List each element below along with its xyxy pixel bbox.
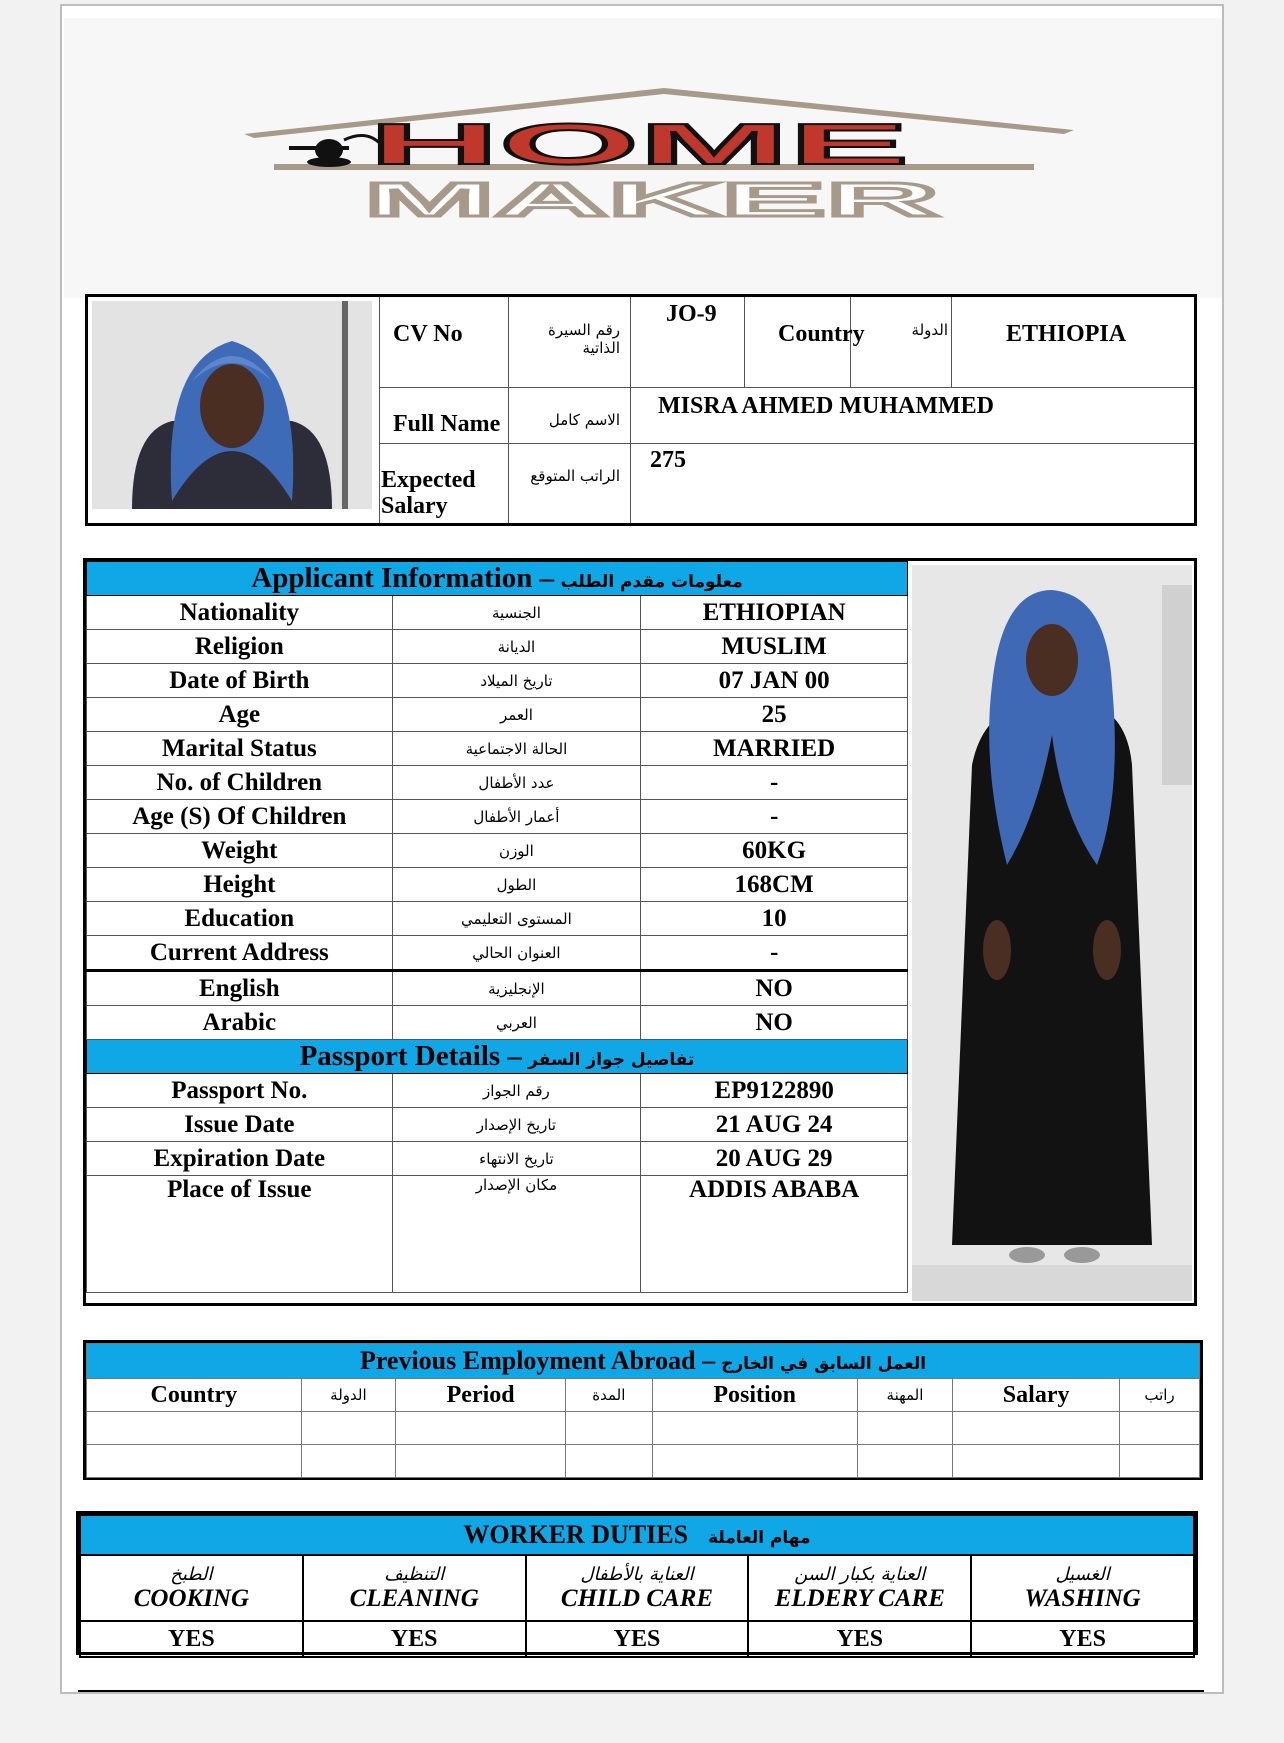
table-cell: YES: [971, 1621, 1194, 1657]
table-cell: English: [87, 971, 393, 1006]
logo-line1: HOME: [369, 112, 909, 177]
table-cell: [87, 1412, 302, 1445]
table-cell: [953, 1445, 1120, 1478]
table-cell: -: [641, 766, 908, 800]
table-cell: Date of Birth: [87, 664, 393, 698]
table-cell: [971, 1555, 1194, 1621]
duties-title: WORKER DUTIES: [463, 1520, 689, 1549]
table-row: [87, 1006, 908, 1040]
table-cell: عدد الأطفال: [392, 766, 641, 800]
table-cell: المدة: [566, 1379, 653, 1412]
table-cell: رقم الجواز: [392, 1074, 641, 1108]
table-cell: Passport No.: [87, 1074, 393, 1108]
table-cell: [652, 1445, 857, 1478]
table-cell: [857, 1412, 953, 1445]
table-cell: [87, 1445, 302, 1478]
table-cell: NO: [641, 1006, 908, 1040]
table-cell: [1120, 1445, 1200, 1478]
table-row: [87, 902, 908, 936]
table-row: [87, 1176, 908, 1293]
table-cell: الدولة: [301, 1379, 395, 1412]
table-cell: 20 AUG 29: [641, 1142, 908, 1176]
text-value: CHILD CARE: [560, 1584, 714, 1612]
table-cell: مكان الإصدار: [392, 1176, 641, 1293]
passport-title: Passport Details –: [299, 1040, 522, 1072]
table-cell: Weight: [87, 834, 393, 868]
table-row: [87, 630, 908, 664]
table-cell: الديانة: [392, 630, 641, 664]
table-cell: [396, 1445, 566, 1478]
table-cell: MUSLIM: [641, 630, 908, 664]
table-cell: Marital Status: [87, 732, 393, 766]
applicant-title: Applicant Information –: [251, 562, 555, 594]
table-cell: [652, 1412, 857, 1445]
table-row: [87, 1445, 1200, 1478]
table-cell: Age: [87, 698, 393, 732]
table-cell: الإنجليزية: [392, 971, 641, 1006]
table-cell: [301, 1445, 395, 1478]
table-cell: [953, 1412, 1120, 1445]
salary-value: 275: [650, 447, 686, 473]
employment-title: Previous Employment Abroad –: [359, 1346, 716, 1375]
employment-section: [83, 1340, 1203, 1480]
table-row: [87, 1412, 1200, 1445]
employment-title-ar: العمل السابق في الخارج: [721, 1354, 927, 1374]
country-label: Country: [778, 321, 865, 347]
cv-no-label-ar: رقم السيرة الذاتية: [548, 321, 620, 357]
table-row: [87, 971, 908, 1006]
applicant-table: [86, 561, 908, 1293]
text-value: ELDERY CARE: [774, 1584, 945, 1612]
table-cell: MARRIED: [641, 732, 908, 766]
table-cell: العنوان الحالي: [392, 936, 641, 971]
duties-title-ar: مهام العاملة: [708, 1528, 811, 1548]
salary-label: Expected Salary: [381, 467, 476, 519]
table-row: [87, 834, 908, 868]
table-cell: Position: [652, 1379, 857, 1412]
cv-summary-box: [85, 294, 1197, 526]
bottom-divider: [78, 1690, 1204, 1692]
table-cell: NO: [641, 971, 908, 1006]
table-cell: Country: [87, 1379, 302, 1412]
full-body-photo: [912, 565, 1192, 1301]
applicant-section: [83, 558, 1197, 1306]
passport-header: [87, 1040, 908, 1074]
duties-table: [79, 1514, 1195, 1658]
table-cell: [87, 1344, 1200, 1379]
table-cell: راتب: [1120, 1379, 1200, 1412]
text-value: COOKING: [133, 1584, 250, 1612]
table-cell: الحالة الاجتماعية: [392, 732, 641, 766]
table-cell: [857, 1445, 953, 1478]
table-cell: 25: [641, 698, 908, 732]
table-cell: 21 AUG 24: [641, 1108, 908, 1142]
country-label-ar: الدولة: [911, 321, 948, 339]
employment-column-headers: [87, 1379, 1200, 1412]
duties-header: [80, 1515, 1194, 1555]
full-name-value: MISRA AHMED MUHAMMED: [658, 393, 994, 419]
table-cell: [396, 1412, 566, 1445]
table-cell: [87, 562, 908, 596]
table-cell: EP9122890: [641, 1074, 908, 1108]
table-cell: تاريخ الميلاد: [392, 664, 641, 698]
text-value: العناية بكبار السن: [794, 1563, 926, 1585]
table-cell: أعمار الأطفال: [392, 800, 641, 834]
duties-section: [76, 1511, 1198, 1655]
portrait-photo: [92, 301, 372, 509]
full-name-label: Full Name: [393, 411, 501, 437]
table-row: [87, 868, 908, 902]
home-maker-logo: [194, 88, 1134, 248]
table-cell: تاريخ الإصدار: [392, 1108, 641, 1142]
table-cell: الوزن: [392, 834, 641, 868]
table-row: [87, 664, 908, 698]
logo-line2: MAKER: [364, 174, 939, 227]
passport-title-ar: تفاصيل جواز السفر: [528, 1050, 695, 1070]
text-value: التنظيف: [384, 1563, 445, 1585]
table-cell: Expiration Date: [87, 1142, 393, 1176]
text-value: العناية بالأطفال: [580, 1563, 694, 1585]
duties-labels: [80, 1555, 1194, 1621]
table-cell: 07 JAN 00: [641, 664, 908, 698]
cv-no-value: JO-9: [666, 301, 717, 327]
cv-no-label: CV No: [393, 321, 463, 347]
table-cell: [526, 1555, 749, 1621]
table-cell: Place of Issue: [87, 1176, 393, 1293]
table-cell: ETHIOPIAN: [641, 596, 908, 630]
table-cell: [566, 1445, 653, 1478]
table-cell: Age (S) Of Children: [87, 800, 393, 834]
table-row: [87, 1074, 908, 1108]
text-value: الطبخ: [170, 1563, 213, 1585]
table-cell: YES: [748, 1621, 971, 1657]
table-cell: Arabic: [87, 1006, 393, 1040]
table-cell: Nationality: [87, 596, 393, 630]
employment-header: [87, 1344, 1200, 1379]
table-row: [87, 732, 908, 766]
table-row: [87, 766, 908, 800]
table-cell: Salary: [953, 1379, 1120, 1412]
header: [64, 18, 1222, 298]
employment-table: [86, 1343, 1200, 1478]
table-cell: الطول: [392, 868, 641, 902]
table-row: [87, 596, 908, 630]
table-cell: المهنة: [857, 1379, 953, 1412]
table-cell: 60KG: [641, 834, 908, 868]
table-cell: العمر: [392, 698, 641, 732]
table-cell: [303, 1555, 526, 1621]
text-value: CLEANING: [349, 1584, 479, 1612]
text-value: الغسيل: [1055, 1563, 1110, 1585]
table-cell: [748, 1555, 971, 1621]
table-cell: ADDIS ABABA: [641, 1176, 908, 1293]
table-cell: [301, 1412, 395, 1445]
table-cell: Period: [396, 1379, 566, 1412]
salary-label-ar: الراتب المتوقع: [530, 467, 620, 485]
table-cell: [87, 1040, 908, 1074]
applicant-title-ar: معلومات مقدم الطلب: [560, 572, 743, 592]
table-cell: Religion: [87, 630, 393, 664]
table-cell: الجنسية: [392, 596, 641, 630]
duties-values: [80, 1621, 1194, 1657]
table-cell: [80, 1515, 1194, 1555]
country-value: ETHIOPIA: [1006, 321, 1127, 347]
table-cell: 168CM: [641, 868, 908, 902]
table-cell: العربي: [392, 1006, 641, 1040]
table-row: [87, 1108, 908, 1142]
table-row: [87, 800, 908, 834]
table-cell: Height: [87, 868, 393, 902]
table-cell: YES: [303, 1621, 526, 1657]
table-cell: المستوى التعليمي: [392, 902, 641, 936]
table-cell: Issue Date: [87, 1108, 393, 1142]
table-cell: [80, 1555, 303, 1621]
table-cell: -: [641, 800, 908, 834]
table-cell: [566, 1412, 653, 1445]
table-cell: Current Address: [87, 936, 393, 971]
table-cell: YES: [526, 1621, 749, 1657]
text-value: WASHING: [1024, 1584, 1141, 1612]
full-name-label-ar: الاسم كامل: [548, 411, 620, 429]
table-row: [87, 1142, 908, 1176]
table-cell: 10: [641, 902, 908, 936]
table-cell: تاريخ الانتهاء: [392, 1142, 641, 1176]
table-cell: -: [641, 936, 908, 971]
table-row: [87, 936, 908, 971]
table-cell: No. of Children: [87, 766, 393, 800]
table-cell: [1120, 1412, 1200, 1445]
table-row: [87, 698, 908, 732]
table-cell: Education: [87, 902, 393, 936]
table-cell: YES: [80, 1621, 303, 1657]
applicant-header: [87, 562, 908, 596]
